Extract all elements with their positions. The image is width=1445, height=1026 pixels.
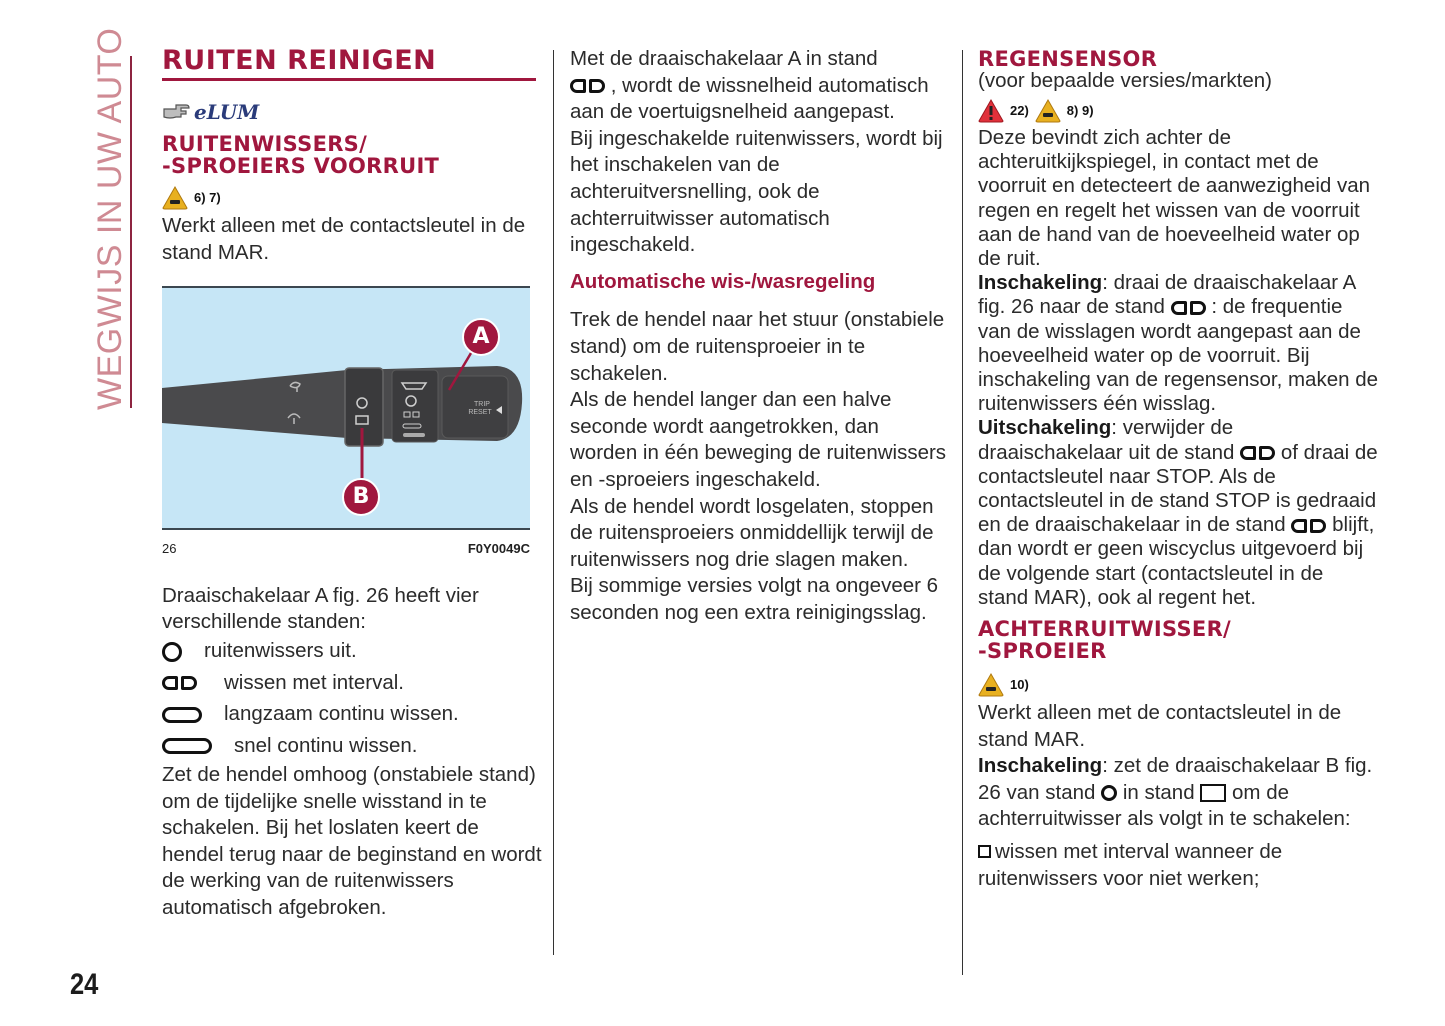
position-text: snel continu wissen. bbox=[234, 733, 418, 757]
paragraph-temporary-fast: Zet de hendel omhoog (onstabiele stand) om de tijdelijke snelle wisstand in te schakelen. Bij het loslaten keert de hendel terug naar de beginstand en wordt de werking van de ruitenwissers automatisch afgebroken. bbox=[162, 762, 542, 919]
figure-number: 26 bbox=[162, 541, 177, 557]
figure-code: F0Y0049C bbox=[467, 541, 530, 557]
paragraph-release: Als de hendel wordt losgelaten, stoppen de ruitensproeiers onmiddellijk terwijl de ruitenwissers nog drie slagen maken. bbox=[570, 494, 934, 571]
subheading-auto-wash: Automatische wis-/wasregeling bbox=[570, 269, 876, 293]
column-1 bbox=[162, 46, 542, 922]
text: : zet de draaischakelaar B fig. 26 van stand bbox=[978, 754, 1373, 804]
column-divider-2 bbox=[962, 50, 963, 975]
caution-car-icon bbox=[162, 186, 188, 210]
interval-icon bbox=[1171, 301, 1206, 315]
bullet-item bbox=[978, 839, 1378, 892]
off-circle-icon bbox=[162, 642, 182, 662]
figure-26-stalk bbox=[162, 286, 530, 530]
text: : verwijder de draaischakelaar uit de stand bbox=[978, 416, 1235, 464]
fast-continuous-icon bbox=[162, 738, 212, 754]
paragraph-rear-key: Werkt alleen met de contactsleutel in de stand MAR. bbox=[978, 701, 1342, 751]
pointing-hand-icon bbox=[162, 101, 192, 123]
caution-refs bbox=[162, 183, 542, 213]
paragraph-pull-lever: Trek de hendel naar het stuur (onstabiele stand) om de ruitensproeier in te schakelen. bbox=[570, 308, 945, 385]
svg-text:TRIP: TRIP bbox=[474, 401, 490, 409]
text: : de frequentie van de wisslagen wordt aangepast aan de hoeveelheid water op de voorruit. Bij inschakeling van de regensensor, maken de ruitenwissers één wisslag. bbox=[978, 295, 1379, 416]
section-heading-wipers-front bbox=[162, 133, 542, 177]
text: , wordt de wissnelheid automatisch aan de voertuigsnelheid aangepast. bbox=[570, 73, 929, 124]
text: Met de draaischakelaar A in stand bbox=[570, 47, 878, 70]
interval-icon bbox=[570, 79, 605, 93]
position-off bbox=[162, 636, 542, 668]
paragraph-rear-activation bbox=[978, 753, 1378, 833]
heading-rain-sensor: REGENSENSOR bbox=[978, 47, 1158, 71]
heading-rear-wiper bbox=[978, 618, 1378, 662]
warning-exclamation-icon bbox=[978, 99, 1004, 123]
paragraph-speed-adaptive bbox=[570, 46, 950, 126]
heading-line: ACHTERRUITWISSER/ bbox=[978, 617, 1232, 642]
figure-caption bbox=[162, 536, 530, 563]
position-text: wissen met interval. bbox=[224, 670, 405, 694]
column-3 bbox=[978, 48, 1378, 892]
text: of draai de contactsleutel naar STOP. Als de contactsleutel in de stand STOP is gedraaid en de draaischakelaar in de stand bbox=[978, 440, 1378, 537]
bullet-box-icon bbox=[978, 845, 991, 858]
column-2 bbox=[570, 46, 950, 626]
text: wissen met interval wanneer de ruitenwissers voor niet werken; bbox=[978, 840, 1283, 890]
text: : draai de draaischakelaar A fig. 26 naar de stand bbox=[978, 271, 1356, 319]
interval-icon bbox=[1291, 519, 1326, 533]
heading-line: -SPROEIER bbox=[978, 639, 1107, 664]
side-tab-divider bbox=[130, 56, 132, 408]
caution-car-icon bbox=[978, 673, 1004, 697]
paragraph-half-second: Als de hendel langer dan een halve seconde wordt aangetrokken, dan worden in één beweging de ruitenwissers en -sproeiers ingeschakeld. bbox=[570, 388, 947, 491]
text: in stand bbox=[1122, 780, 1195, 804]
refs-text: 22) bbox=[1010, 102, 1029, 118]
rear-wiper-icon bbox=[1200, 784, 1226, 802]
column-divider-1 bbox=[553, 50, 554, 955]
label-activation: Inschakeling bbox=[978, 271, 1103, 295]
position-interval bbox=[162, 667, 542, 699]
refs-text: 8) 9) bbox=[1066, 102, 1094, 118]
label-activation: Inschakeling bbox=[978, 754, 1103, 778]
position-text: langzaam continu wissen. bbox=[224, 702, 459, 726]
caution-car-icon bbox=[1035, 99, 1061, 123]
rain-sensor-note: (voor bepaalde versies/markten) bbox=[978, 69, 1272, 92]
interval-icon bbox=[162, 676, 197, 690]
page-number: 24 bbox=[70, 968, 99, 1001]
positions-intro: Draaischakelaar A fig. 26 heeft vier verschillende standen: bbox=[162, 583, 479, 634]
position-text: ruitenwissers uit. bbox=[204, 639, 357, 663]
callout-a: A bbox=[462, 318, 500, 356]
position-fast bbox=[162, 730, 542, 762]
callout-b: B bbox=[342, 478, 380, 516]
page-title: RUITEN REINIGEN bbox=[162, 46, 536, 81]
slow-continuous-icon bbox=[162, 707, 202, 723]
side-tab bbox=[84, 27, 134, 410]
position-slow bbox=[162, 699, 542, 731]
rear-wiper-refs bbox=[978, 670, 1378, 700]
elum-link[interactable] bbox=[162, 95, 542, 129]
elum-label: eLUM bbox=[194, 99, 260, 124]
heading-line: RUITENWISSERS/ bbox=[162, 132, 368, 156]
label-deactivation: Uitschakeling bbox=[978, 416, 1112, 440]
refs-text: 6) 7) bbox=[194, 189, 221, 205]
rain-sensor-refs bbox=[978, 96, 1378, 126]
paragraph-reverse-gear: Bij ingeschakelde ruitenwissers, wordt bij het inschakelen van de achteruitversnelling, ook de achterruitwisser automatisch ingeschakeld. bbox=[570, 126, 943, 257]
svg-text:RESET: RESET bbox=[468, 409, 492, 417]
paragraph-extra-stroke: Bij sommige versies volgt na ongeveer 6 seconden nog een extra reinigingsslag. bbox=[570, 574, 939, 624]
refs-text: 10) bbox=[1010, 676, 1029, 692]
heading-line: -SPROEIERS VOORRUIT bbox=[162, 154, 440, 178]
paragraph-deactivation bbox=[978, 416, 1378, 610]
side-tab-label: WEGWIJS IN UW AUTO bbox=[91, 27, 129, 410]
off-circle-icon bbox=[1101, 785, 1117, 801]
text: om de achterruitwisser als volgt in te schakelen: bbox=[978, 780, 1351, 831]
text: blijft, dan wordt er geen wiscyclus uitgevoerd bij de volgende start (contactsleutel in de stand MAR), ook al regent het. bbox=[978, 513, 1375, 609]
intro-text: Werkt alleen met de contactsleutel in de stand MAR. bbox=[162, 214, 526, 264]
paragraph-activation bbox=[978, 271, 1378, 416]
paragraph-sensor-location: Deze bevindt zich achter de achteruitkijkspiegel, in contact met de voorruit en detecteert de aanwezigheid van regen en regelt het wissen van de voorruit aan de hand van de hoeveelheid water op de ruit. bbox=[978, 126, 1371, 271]
interval-icon bbox=[1240, 446, 1275, 460]
